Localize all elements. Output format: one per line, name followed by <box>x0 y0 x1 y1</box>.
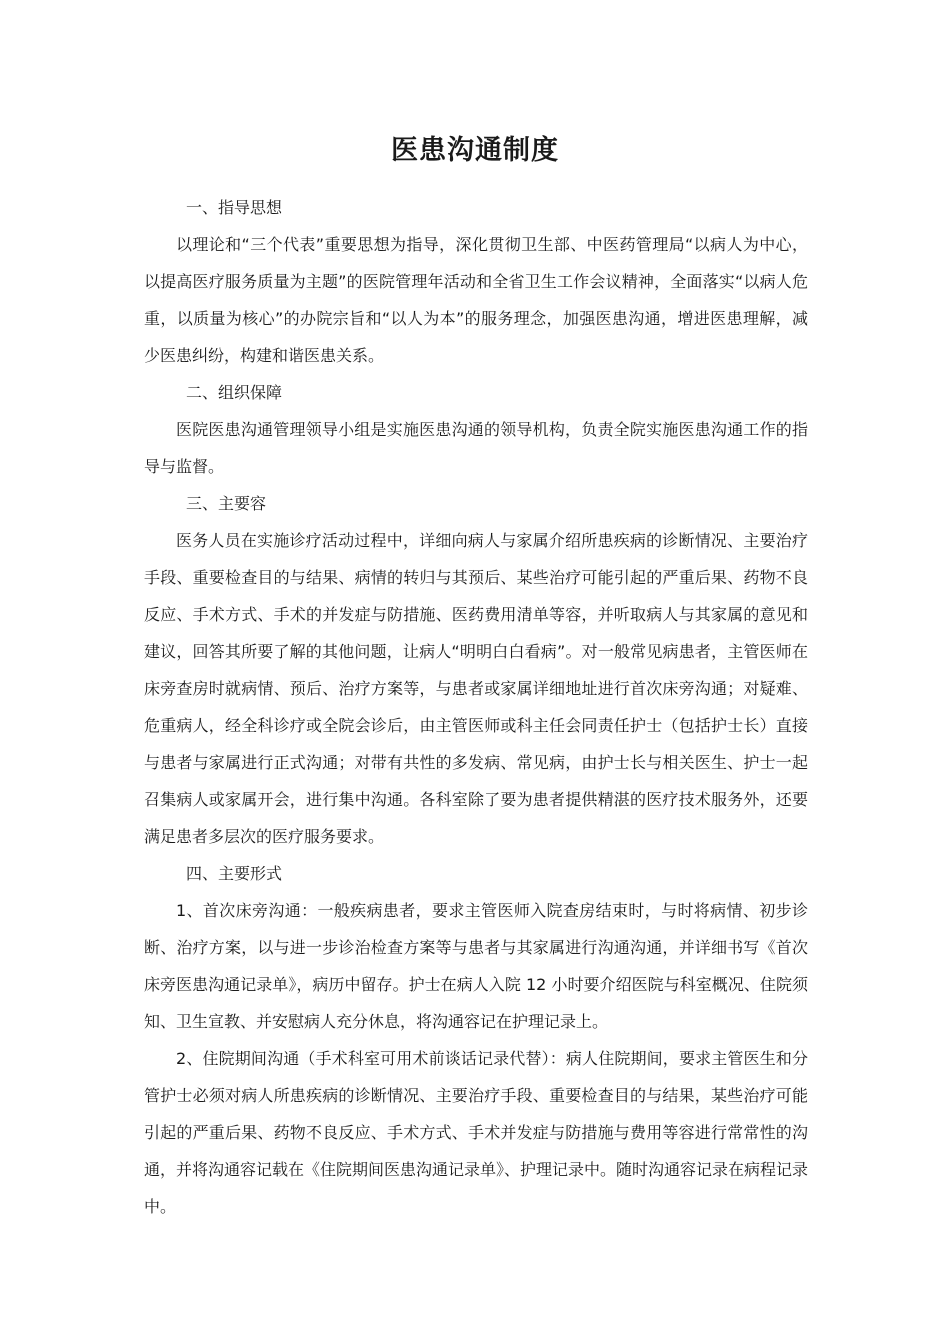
section-heading: 三、主要容 <box>186 494 267 513</box>
page-title: 医患沟通制度 <box>391 135 559 166</box>
section-heading: 一、指导思想 <box>186 198 283 217</box>
section-paragraph: 医院医患沟通管理领导小组是实施医患沟通的领导机构，负责全院实施医患沟通工作的指导与监督。 <box>144 420 808 476</box>
document-body <box>144 189 808 1225</box>
section-paragraph: 以理论和“三个代表”重要思想为指导，深化贯彻卫生部、中医药管理局“以病人为中心，以提高医疗服务质量为主题”的医院管理年活动和全省卫生工作会议精神，全面落实“以病人危重，以质量为核心”的办院宗旨和“以人为本”的服务理念，加强医患沟通，增进医患理解，减少医患纠纷，构建和谐医患关系。 <box>144 235 808 365</box>
section-organization <box>144 374 808 485</box>
section-paragraph: 1、首次床旁沟通：一般疾病患者，要求主管医师入院查房结束时，与时将病情、初步诊断、治疗方案，以与进一步诊治检查方案等与患者与其家属进行沟通沟通，并详细书写《首次床旁医患沟通记录单》，病历中留存。护士在病人入院 12 小时要介绍医院与科室概况、住院须知、卫生宣教、并安慰病人充分休息，将沟通容记在护理记录上。 <box>144 901 808 1031</box>
section-paragraph: 2、住院期间沟通（手术科室可用术前谈话记录代替）：病人住院期间，要求主管医生和分管护士必须对病人所患疾病的诊断情况、主要治疗手段、重要检查目的与结果，某些治疗可能引起的严重后果、药物不良反应、手术方式、手术并发症与防措施与费用等容进行常常性的沟通，并将沟通容记载在《住院期间医患沟通记录单》、护理记录中。随时沟通容记录在病程记录中。 <box>144 1049 809 1216</box>
section-heading: 四、主要形式 <box>186 864 283 883</box>
section-main-content <box>144 485 808 855</box>
section-heading: 二、组织保障 <box>186 383 283 402</box>
section-guiding-ideology <box>144 189 808 374</box>
section-main-forms <box>144 855 808 1225</box>
section-paragraph: 医务人员在实施诊疗活动过程中，详细向病人与家属介绍所患疾病的诊断情况、主要治疗手段、重要检查目的与结果、病情的转归与其预后、某些治疗可能引起的严重后果、药物不良反应、手术方式、手术的并发症与防措施、医药费用清单等容，并听取病人与其家属的意见和建议，回答其所要了解的其他问题，让病人“明明白白看病”。对一般常见病患者，主管医师在床旁查房时就病情、预后、治疗方案等，与患者或家属详细地址进行首次床旁沟通；对疑难、危重病人，经全科诊疗或全院会诊后，由主管医师或科主任会同责任护士（包括护士长）直接与患者与家属进行正式沟通；对带有共性的多发病、常见病，由护士长与相关医生、护士一起召集病人或家属开会，进行集中沟通。各科室除了要为患者提供精湛的医疗技术服务外，还要满足患者多层次的医疗服务要求。 <box>144 531 808 846</box>
